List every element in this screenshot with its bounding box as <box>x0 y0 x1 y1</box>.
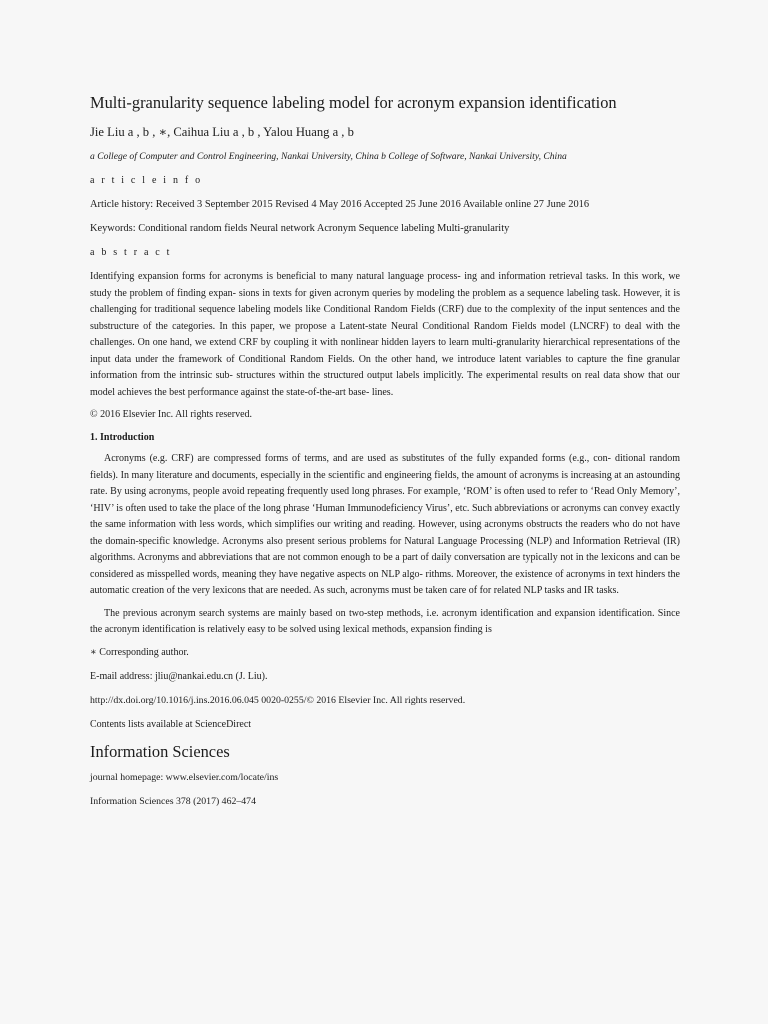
author-list: Jie Liu a , b , ∗, Caihua Liu a , b , Yalou Huang a , b <box>90 125 354 139</box>
author-email: E-mail address: jliu@nankai.edu.cn (J. Liu). <box>90 670 268 682</box>
affiliations: a College of Computer and Control Engineering, Nankai University, China b College of Software, Nankai University, China <box>90 151 567 162</box>
journal-name: Information Sciences <box>90 741 230 761</box>
paper-page <box>90 92 680 818</box>
contents-lists-note: Contents lists available at ScienceDirect <box>90 718 252 730</box>
article-history: Article history: Received 3 September 2015 Revised 4 May 2016 Accepted 25 June 2016 Available online 27 June 2016 <box>90 199 590 210</box>
intro-paragraph-1: Acronyms (e.g. CRF) are compressed forms of terms, and are used as substitutes of the fully expanded forms (e.g., con- ditional random fields). In many literature and documents, especially in the scientific and engineering fields, the amount of acronyms is increasing at an astounding rate. By using acronyms, people avoid repeating frequently used long phrases. For example, ‘ROM’ is often used to refer to ‘Read Only Memory’, ‘HIV’ is often used to take the place of the long phrase ‘Human Immunodeficiency Virus’, etc. Such abbreviations or acronyms can convey exactly the same information with less words, which simplifies our writing and reading. However, using acronyms obstructs the readers who do not have the domain-specific knowledge. Acronyms also present serious problems for Natural Language Processing (NLP) and Information Retrieval (IR) algorithms. Acronyms and abbreviations that are not common enough to be a part of daily conversation are typically not in the lexicons and can be considered as misspelled words, meaning they have negative aspects on NLP algo- rithms. Moreover, the existence of acronyms in text hinders the automatic creation of the very lexicons that are needed. As such, acronyms must be taken care of for related NLP tasks and IR tasks. <box>90 453 680 596</box>
keywords: Keywords: Conditional random fields Neural network Acronym Sequence labeling Multi-granularity <box>90 223 510 234</box>
abstract-label: a b s t r a c t <box>90 247 172 258</box>
abstract-text: Identifying expansion forms for acronyms is beneficial to many natural language process- ing and information retrieval tasks. In this work, we study the problem of finding expan- sions in texts for given acronym queries by modeling the problem as a sequence labeling task. However, it is challenging for traditional sequence labeling models like Conditional Random Fields (CRF) due to the complexity of the input sentences and the substructure of the categories. In this paper, we propose a Latent-state Neural Conditional Random Fields model (LNCRF) to deal with the challenges. On one hand, we extend CRF by coupling it with nonlinear hidden layers to learn multi-granularity hierarchical representations of the input data under the framework of Conditional Random Fields. On the other hand, we introduce latent variables to capture the fine granular information from the intrinsic sub- structures within the structured output labels implicitly. The experimental results on real data show that our model achieves the best performance against the state-of-the-art base- lines. <box>90 271 680 398</box>
article-info-label: a r t i c l e i n f o <box>90 175 203 186</box>
corresponding-author-note: ∗ Corresponding author. <box>90 646 189 658</box>
paper-title: Multi-granularity sequence labeling model for acronym expansion identification <box>90 93 617 112</box>
doi-line: http://dx.doi.org/10.1016/j.ins.2016.06.045 0020-0255/© 2016 Elsevier Inc. All rights reserved. <box>90 694 466 706</box>
section-heading-introduction: 1. Introduction <box>90 432 155 443</box>
journal-homepage: journal homepage: www.elsevier.com/locate/ins <box>90 771 279 783</box>
journal-citation: Information Sciences 378 (2017) 462–474 <box>90 795 256 807</box>
intro-paragraph-2: The previous acronym search systems are mainly based on two-step methods, i.e. acronym identification and expansion identification. Since the acronym identification is relatively easy to be solved using lexical methods, expansion finding is <box>90 607 680 635</box>
copyright-notice: © 2016 Elsevier Inc. All rights reserved. <box>90 409 253 420</box>
